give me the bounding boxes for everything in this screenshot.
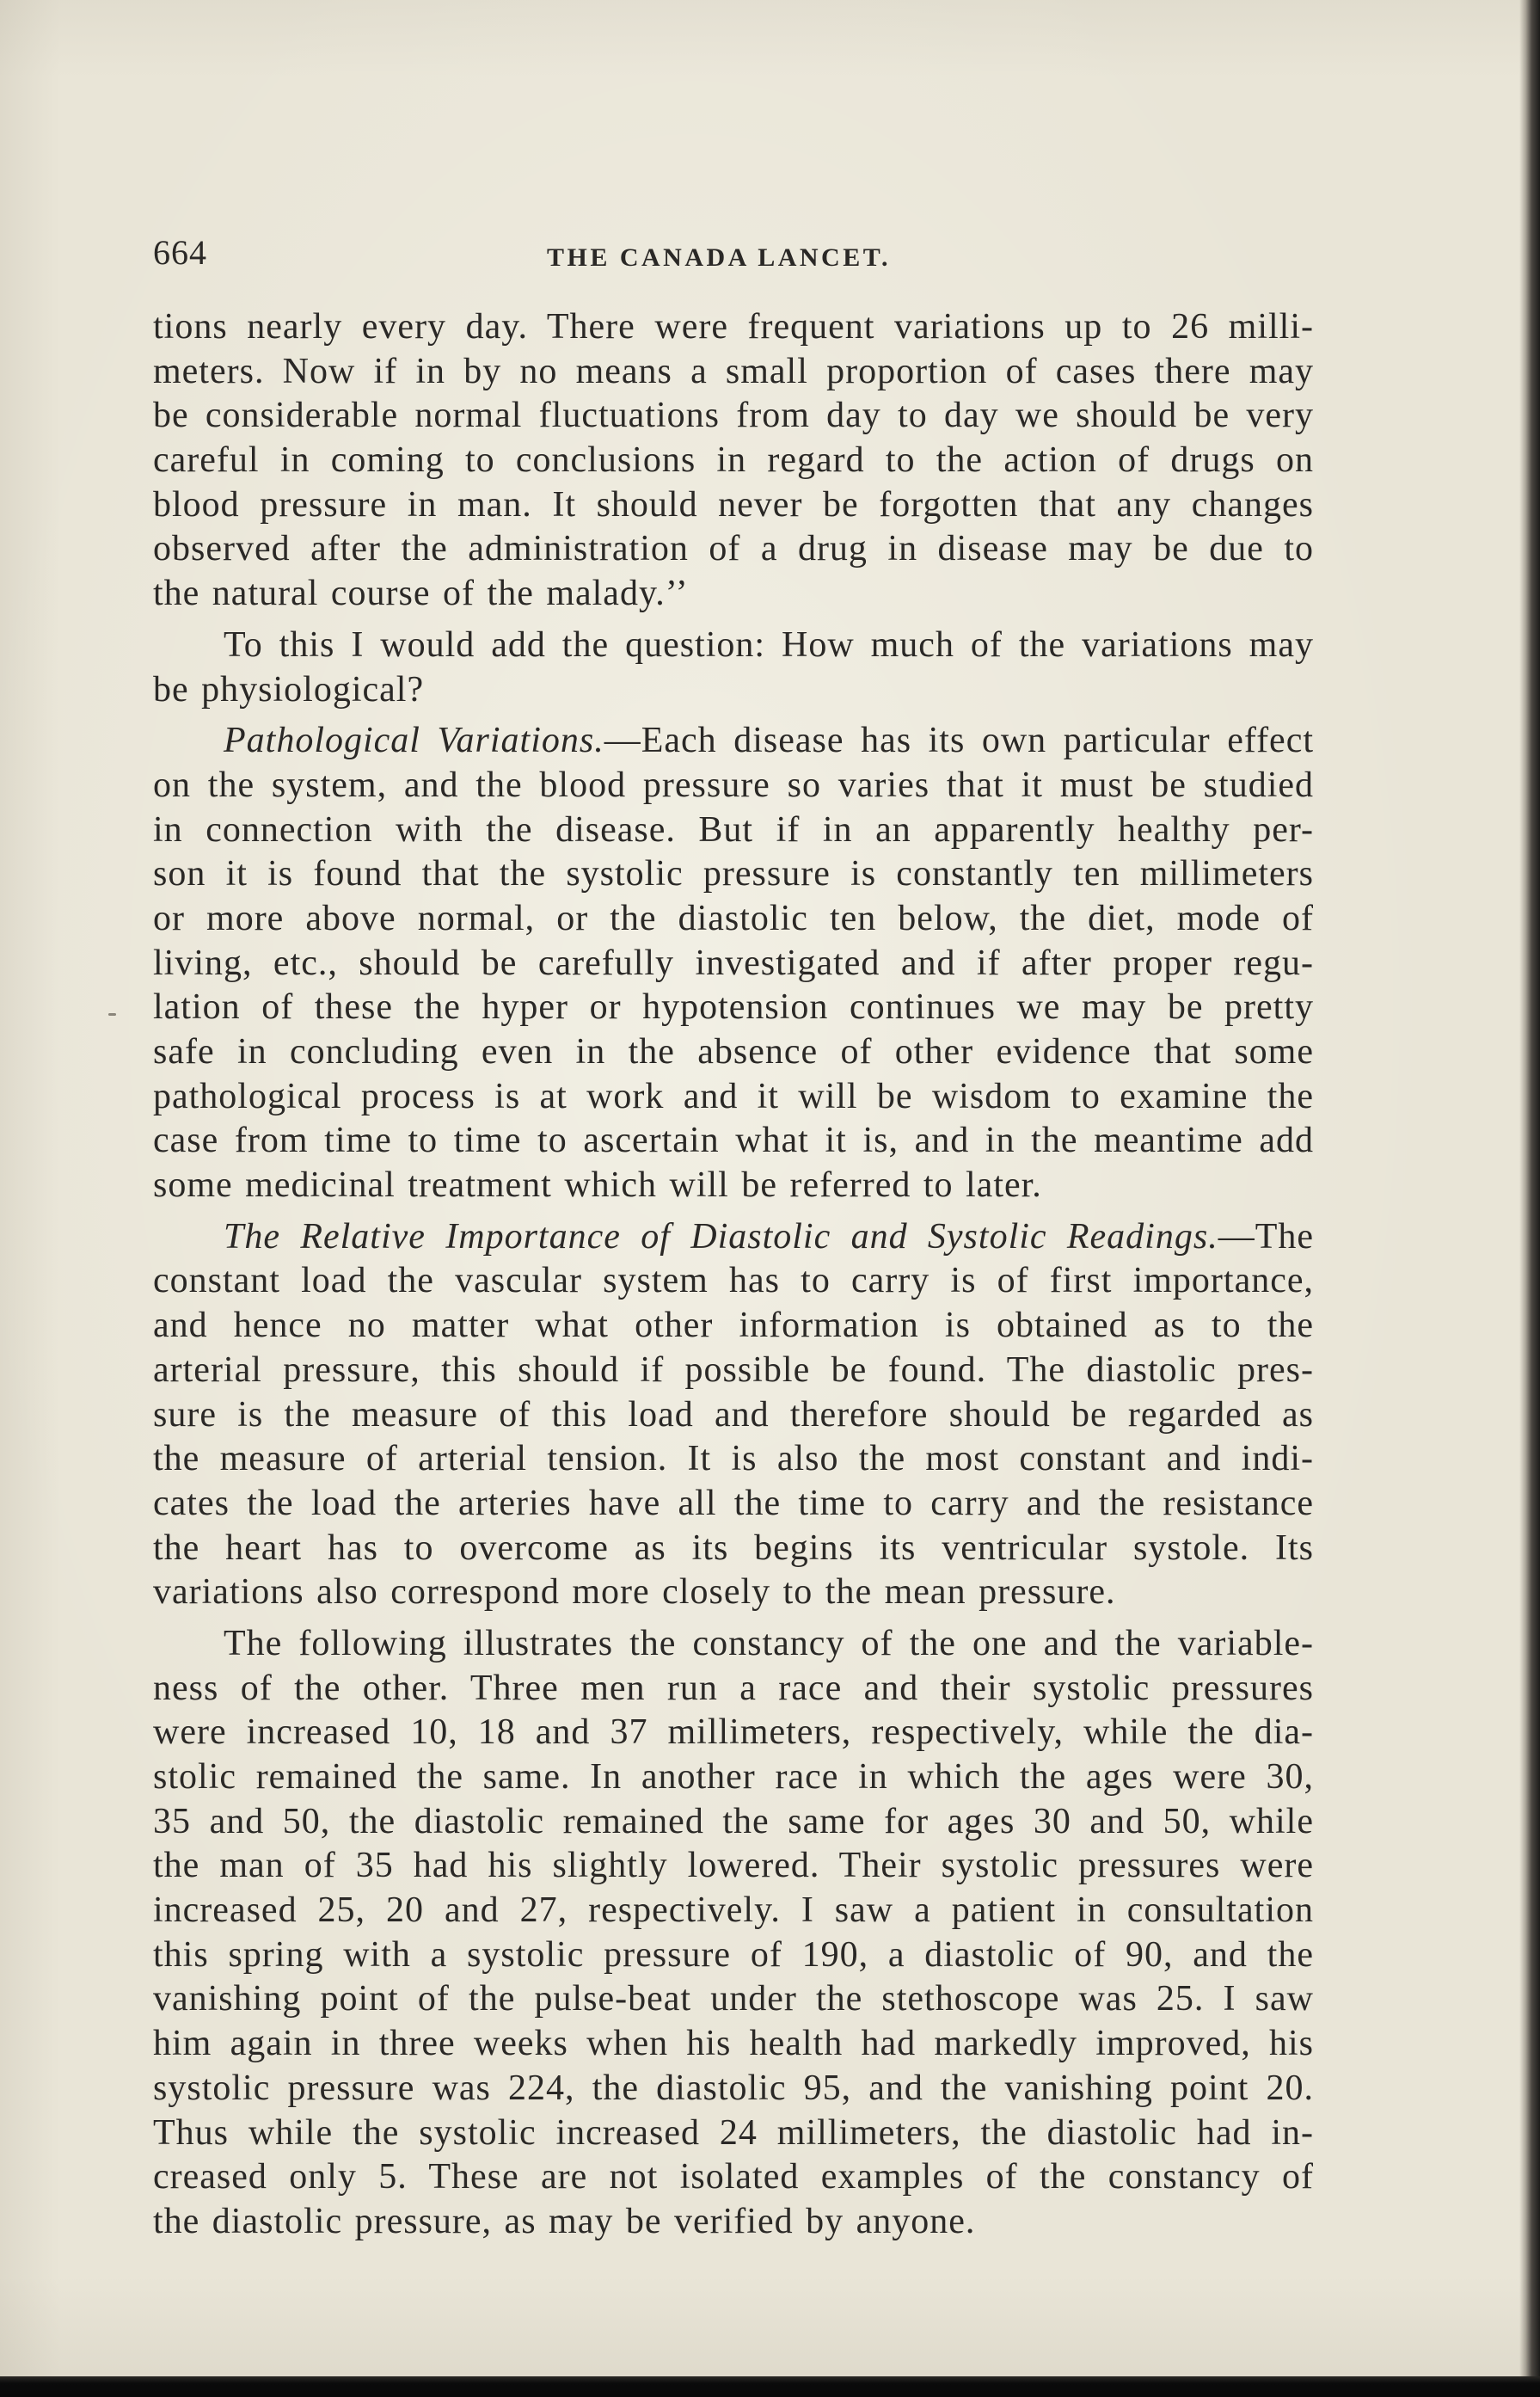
text-line: pathological process is at work and it will be wisdom to examine the: [153, 1076, 1314, 1116]
paragraph: [153, 305, 1314, 617]
text-line: or more above normal, or the diastolic ten below, the diet, mode of: [153, 898, 1314, 938]
text-line: the heart has to overcome as its begins its ventricular systole. Its: [153, 1527, 1314, 1568]
text-line: the diastolic pressure, as may be verified by anyone.: [153, 2201, 976, 2241]
text-line: 35 and 50, the diastolic remained the same for ages 30 and 50, while: [153, 1801, 1314, 1841]
text-line: systolic pressure was 224, the diastolic 95, and the vanishing point 20.: [153, 2068, 1314, 2108]
text-line: him again in three weeks when his health had markedly improved, his: [153, 2024, 1314, 2064]
paragraph: [153, 1215, 1314, 1615]
text-line: cates the load the arteries have all the time to carry and the resistance: [153, 1483, 1314, 1523]
text-line: creased only 5. These are not isolated examples of the constancy of: [153, 2157, 1314, 2197]
text-line-run: —Each disease has its own particular effect: [604, 721, 1315, 761]
page-number: 664: [153, 233, 207, 272]
text-line: careful in coming to conclusions in regard to the action of drugs on: [153, 440, 1314, 481]
text-line: tions nearly every day. There were frequent variations up to 26 milli-: [153, 307, 1314, 347]
text-line: the measure of arterial tension. It is also the most constant and indi-: [153, 1439, 1314, 1479]
text-line: were increased 10, 18 and 37 millimeters, respectively, while the dia-: [153, 1712, 1314, 1753]
scan-border-bottom: [0, 2376, 1540, 2397]
running-head: THE CANADA LANCET.: [547, 243, 891, 272]
text-line: vanishing point of the pulse-beat under the stethoscope was 25. I saw: [153, 1979, 1314, 2019]
paragraph: [153, 719, 1314, 1208]
text-line: arterial pressure, this should if possible be found. The diastolic pres-: [153, 1349, 1314, 1390]
binding-shadow: [1519, 0, 1540, 2397]
text-line: safe in concluding even in the absence of other evidence that some: [153, 1032, 1314, 1072]
text-line: [153, 1215, 1314, 1260]
text-line: some medicinal treatment which will be referred to later.: [153, 1165, 1042, 1206]
text-line: the natural course of the malady.’’: [153, 574, 689, 614]
text-line: in connection with the disease. But if in an apparently healthy per-: [153, 809, 1314, 850]
text-line: blood pressure in man. It should never be forgotten that any changes: [153, 484, 1314, 525]
text-line: on the system, and the blood pressure so varies that it must be studied: [153, 765, 1314, 805]
text-line: son it is found that the systolic pressure is constantly ten millimeters: [153, 854, 1314, 894]
text-line: and hence no matter what other information is obtained as to the: [153, 1306, 1314, 1346]
text-line: increased 25, 20 and 27, respectively. I saw a patient in consultation: [153, 1890, 1314, 1931]
text-line: be considerable normal fluctuations from day to day we should be very: [153, 396, 1314, 436]
section-heading: Pathological Variations.: [224, 721, 604, 761]
text-line: To this I would add the question: How much of the variations may: [224, 624, 1314, 665]
text-line: living, etc., should be carefully investigated and if after proper regu-: [153, 943, 1314, 983]
text-line: constant load the vascular system has to carry is of first importance,: [153, 1261, 1314, 1301]
text-line: lation of these the hyper or hypotension continues we may be pretty: [153, 987, 1314, 1028]
margin-speck: [108, 1013, 116, 1016]
text-line: stolic remained the same. In another race in which the ages were 30,: [153, 1757, 1314, 1797]
text-line: ness of the other. Three men run a race and their systolic pressures: [153, 1668, 1314, 1708]
text-line: be physiological?: [153, 669, 425, 710]
text-line-run: —The: [1218, 1216, 1314, 1257]
text-line: sure is the measure of this load and therefore should be regarded as: [153, 1394, 1314, 1435]
text-line: case from time to time to ascertain what it is, and in the meantime add: [153, 1121, 1314, 1161]
text-line: variations also correspond more closely to the mean pressure.: [153, 1572, 1116, 1613]
text-line: Thus while the systolic increased 24 millimeters, the diastolic had in-: [153, 2112, 1314, 2153]
text-line: meters. Now if in by no means a small proportion of cases there may: [153, 351, 1314, 391]
text-line: The following illustrates the constancy of the one and the variable-: [224, 1623, 1314, 1663]
body-text: [153, 305, 1314, 2245]
text-line: this spring with a systolic pressure of 190, a diastolic of 90, and the: [153, 1934, 1314, 1975]
text-line: observed after the administration of a drug in disease may be due to: [153, 529, 1314, 569]
section-heading: The Relative Importance of Diastolic and Systolic Readings.: [224, 1216, 1218, 1257]
paragraph: [153, 624, 1314, 712]
text-line: the man of 35 had his slightly lowered. Their systolic pressures were: [153, 1846, 1314, 1886]
paragraph: [153, 1622, 1314, 2245]
text-line: [153, 719, 1314, 764]
